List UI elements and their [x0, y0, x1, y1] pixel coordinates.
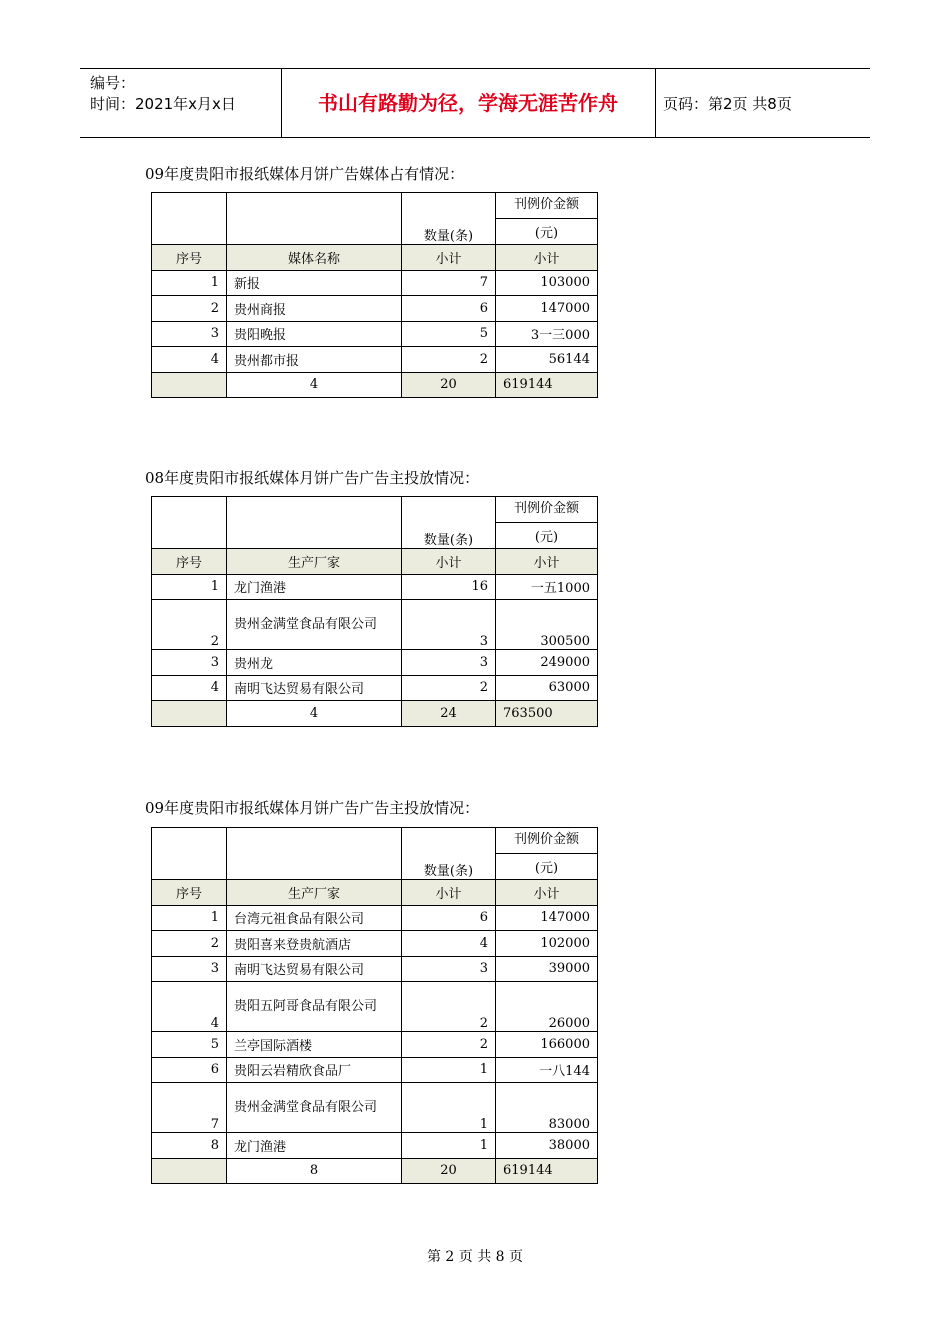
advertiser-2008-table [151, 496, 598, 727]
row-no: 4 [152, 982, 227, 1032]
row-no: 1 [152, 574, 227, 600]
total-amount: 763500 [496, 701, 598, 727]
table-row [152, 270, 598, 296]
total-count: 8 [227, 1158, 402, 1184]
row-no: 7 [152, 1083, 227, 1133]
header-row [152, 497, 598, 523]
amount-header: 刊例价金额 [496, 828, 598, 854]
row-amount: 147000 [496, 905, 598, 931]
header-row [152, 193, 598, 219]
row-no: 6 [152, 1057, 227, 1083]
row-name: 贵阳云岩精欣食品厂 [227, 1057, 402, 1083]
row-qty: 3 [402, 650, 496, 676]
header-row [152, 828, 598, 854]
table-row [152, 1133, 598, 1159]
table-row [152, 600, 598, 650]
table-row [152, 675, 598, 701]
row-qty: 2 [402, 1032, 496, 1058]
qty-header: 数量(条) [402, 497, 496, 549]
total-qty: 20 [402, 372, 496, 398]
total-count: 4 [227, 372, 402, 398]
no-header: 序号 [152, 549, 227, 575]
qty-sub-header: 小计 [402, 549, 496, 575]
total-amount: 619144 [496, 372, 598, 398]
row-amount: 102000 [496, 931, 598, 957]
header-info [90, 73, 236, 115]
table-row [152, 1057, 598, 1083]
table-caption: 09年度贵阳市报纸媒体月饼广告广告主投放情况： [145, 799, 480, 817]
row-amount: 166000 [496, 1032, 598, 1058]
qty-header: 数量(条) [402, 193, 496, 245]
row-amount: 3一三000 [496, 321, 598, 347]
total-qty: 20 [402, 1158, 496, 1184]
total-row [152, 701, 598, 727]
row-name: 贵州龙 [227, 650, 402, 676]
row-qty: 3 [402, 956, 496, 982]
header-motto: 书山有路勤为径，学海无涯苦作舟 [318, 91, 618, 115]
table-row [152, 650, 598, 676]
qty-sub-header: 小计 [402, 880, 496, 906]
amount-sub-header: 小计 [496, 245, 598, 271]
row-qty: 6 [402, 296, 496, 322]
row-amount: 249000 [496, 650, 598, 676]
table-row [152, 347, 598, 373]
row-no: 4 [152, 347, 227, 373]
advertiser-2009-table [151, 827, 598, 1184]
row-name: 贵州商报 [227, 296, 402, 322]
row-no: 1 [152, 905, 227, 931]
row-no: 3 [152, 650, 227, 676]
row-no: 4 [152, 675, 227, 701]
row-qty: 2 [402, 347, 496, 373]
subheader-row [152, 245, 598, 271]
row-no: 2 [152, 931, 227, 957]
table-caption: 08年度贵阳市报纸媒体月饼广告广告主投放情况： [145, 469, 480, 487]
header-page-label: 页码：第2页 共8页 [663, 95, 792, 113]
name-header: 生产厂家 [227, 880, 402, 906]
row-amount: 300500 [496, 600, 598, 650]
serial-label: 编号： [90, 74, 136, 92]
row-name: 贵州金满堂食品有限公司 [227, 600, 402, 650]
row-amount: 56144 [496, 347, 598, 373]
table-row [152, 1032, 598, 1058]
amount-unit: (元) [496, 219, 598, 245]
table-row [152, 296, 598, 322]
row-name: 贵州金满堂食品有限公司 [227, 1083, 402, 1133]
row-no: 5 [152, 1032, 227, 1058]
row-no: 8 [152, 1133, 227, 1159]
row-name: 新报 [227, 270, 402, 296]
row-qty: 2 [402, 982, 496, 1032]
table-row [152, 321, 598, 347]
row-amount: 39000 [496, 956, 598, 982]
table-row [152, 574, 598, 600]
amount-header: 刊例价金额 [496, 497, 598, 523]
row-qty: 5 [402, 321, 496, 347]
row-name: 龙门渔港 [227, 1133, 402, 1159]
row-qty: 1 [402, 1133, 496, 1159]
header-divider [655, 69, 656, 137]
amount-sub-header: 小计 [496, 880, 598, 906]
no-header: 序号 [152, 245, 227, 271]
row-name: 南明飞达贸易有限公司 [227, 956, 402, 982]
total-row [152, 1158, 598, 1184]
row-qty: 7 [402, 270, 496, 296]
row-no: 2 [152, 296, 227, 322]
no-header: 序号 [152, 880, 227, 906]
row-amount: 147000 [496, 296, 598, 322]
name-header: 生产厂家 [227, 549, 402, 575]
row-amount: 一五1000 [496, 574, 598, 600]
media-share-table [151, 192, 598, 398]
table-row [152, 982, 598, 1032]
name-header: 媒体名称 [227, 245, 402, 271]
row-name: 贵阳喜来登贵航酒店 [227, 931, 402, 957]
row-name: 贵阳晚报 [227, 321, 402, 347]
row-amount: 一八144 [496, 1057, 598, 1083]
table-row [152, 905, 598, 931]
row-amount: 83000 [496, 1083, 598, 1133]
row-name: 兰亭国际酒楼 [227, 1032, 402, 1058]
table-row [152, 956, 598, 982]
row-amount: 63000 [496, 675, 598, 701]
row-name: 龙门渔港 [227, 574, 402, 600]
row-name: 贵阳五阿哥食品有限公司 [227, 982, 402, 1032]
row-qty: 16 [402, 574, 496, 600]
row-name: 南明飞达贸易有限公司 [227, 675, 402, 701]
row-qty: 2 [402, 675, 496, 701]
page-header [80, 68, 870, 138]
row-name: 台湾元祖食品有限公司 [227, 905, 402, 931]
subheader-row [152, 880, 598, 906]
row-no: 1 [152, 270, 227, 296]
row-no: 3 [152, 956, 227, 982]
row-no: 2 [152, 600, 227, 650]
table-row [152, 931, 598, 957]
subheader-row [152, 549, 598, 575]
table-caption: 09年度贵阳市报纸媒体月饼广告媒体占有情况： [145, 165, 465, 183]
row-qty: 1 [402, 1057, 496, 1083]
row-amount: 26000 [496, 982, 598, 1032]
time-label: 时间：2021年x月x日 [90, 95, 236, 113]
row-qty: 1 [402, 1083, 496, 1133]
total-amount: 619144 [496, 1158, 598, 1184]
qty-sub-header: 小计 [402, 245, 496, 271]
row-qty: 6 [402, 905, 496, 931]
amount-header: 刊例价金额 [496, 193, 598, 219]
qty-header: 数量(条) [402, 828, 496, 880]
page-footer: 第 2 页 共 8 页 [426, 1249, 524, 1265]
table-row [152, 1083, 598, 1133]
amount-sub-header: 小计 [496, 549, 598, 575]
row-amount: 38000 [496, 1133, 598, 1159]
row-amount: 103000 [496, 270, 598, 296]
row-qty: 3 [402, 600, 496, 650]
amount-unit: (元) [496, 523, 598, 549]
total-count: 4 [227, 701, 402, 727]
total-qty: 24 [402, 701, 496, 727]
row-qty: 4 [402, 931, 496, 957]
amount-unit: (元) [496, 854, 598, 880]
row-no: 3 [152, 321, 227, 347]
total-row [152, 372, 598, 398]
row-name: 贵州都市报 [227, 347, 402, 373]
